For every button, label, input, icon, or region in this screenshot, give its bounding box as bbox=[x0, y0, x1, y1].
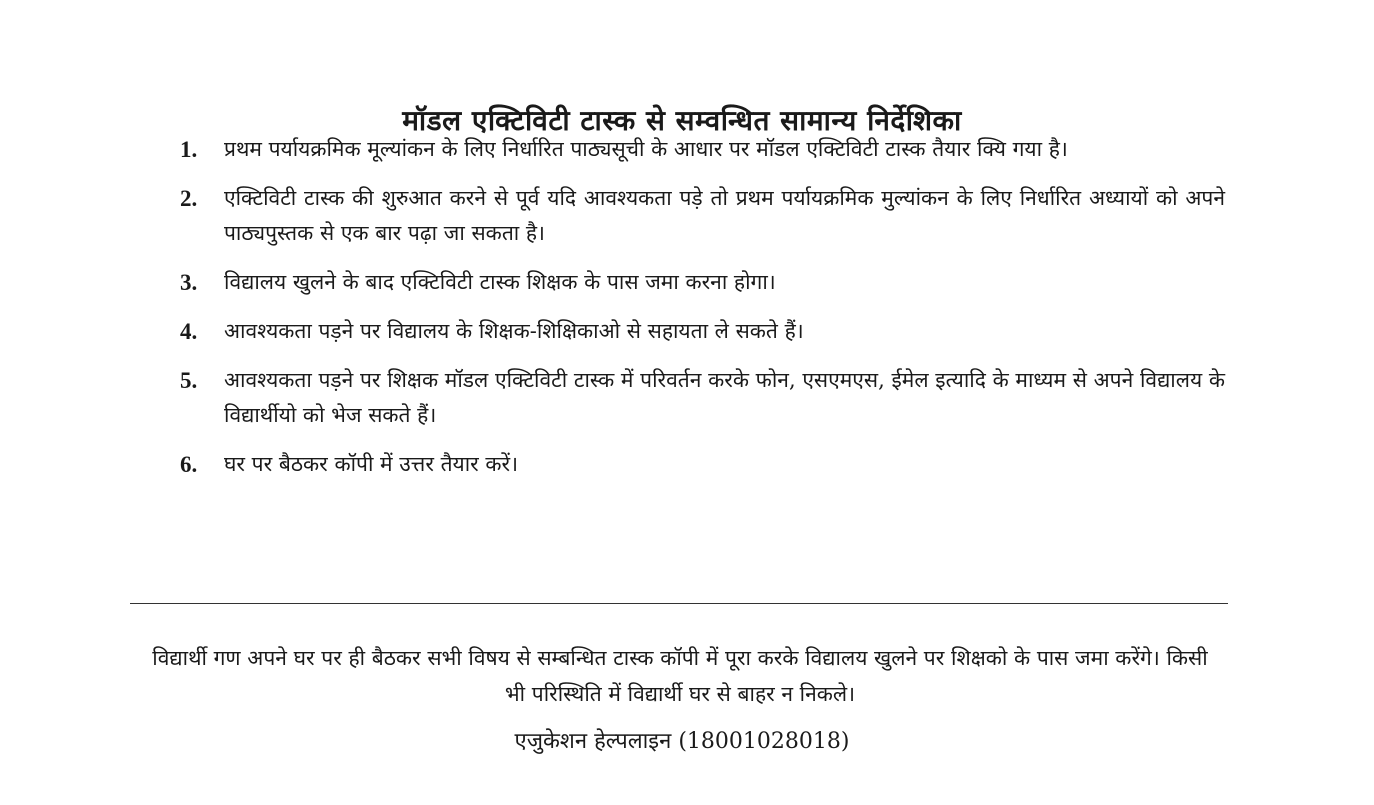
page-title: मॉडल एक्टिविटी टास्क से सम्वन्धित सामान्य निर्देशिका bbox=[402, 103, 962, 137]
guideline-number: 2. bbox=[180, 186, 198, 211]
guideline-item bbox=[180, 132, 1225, 167]
guideline-item bbox=[180, 314, 1225, 349]
guideline-item bbox=[180, 181, 1225, 251]
guideline-number: 6. bbox=[180, 452, 198, 477]
guideline-number: 3. bbox=[180, 270, 198, 295]
guideline-text: आवश्यकता पड़ने पर शिक्षक मॉडल एक्टिविटी टास्क में परिवर्तन करके फोन, एसएमएस, ईमेल इत्यादि के माध्यम से अपने विद्यालय के विद्यार्थीयो को भेज सकते हैं। bbox=[224, 368, 1225, 427]
guideline-text: एक्टिविटी टास्क की शुरुआत करने से पूर्व यदि आवश्यकता पड़े तो प्रथम पर्यायक्रमिक मुल्यांकन के लिए निर्धारित अध्यायों को अपने पाठ्यपुस्तक से एक बार पढ़ा जा सकता है। bbox=[224, 186, 1225, 245]
student-notice: विद्यार्थी गण अपने घर पर ही बैठकर सभी विषय से सम्बन्धित टास्क कॉपी में पूरा करके विद्यालय खुलने पर शिक्षको के पास जमा करेंगे। किसी भी परिस्थिति में विद्यार्थी घर से बाहर न निकले। bbox=[152, 646, 1208, 706]
guideline-number: 5. bbox=[180, 368, 198, 393]
guideline-number: 4. bbox=[180, 319, 198, 344]
section-divider bbox=[130, 603, 1228, 604]
guideline-text: प्रथम पर्यायक्रमिक मूल्यांकन के लिए निर्धारित पाठ्यसूची के आधार पर मॉडल एक्टिविटी टास्क तैयार क्यि गया है। bbox=[224, 137, 1068, 161]
guideline-item bbox=[180, 265, 1225, 300]
guideline-text: आवश्यकता पड़ने पर विद्यालय के शिक्षक-शिक्षिकाओ से सहायता ले सकते हैं। bbox=[224, 319, 804, 343]
guideline-text: घर पर बैठकर कॉपी में उत्तर तैयार करें। bbox=[224, 452, 519, 476]
guideline-item bbox=[180, 447, 1225, 482]
guideline-number: 1. bbox=[180, 137, 198, 162]
education-helpline: एजुकेशन हेल्पलाइन (18001028018) bbox=[514, 729, 850, 754]
guideline-text: विद्यालय खुलने के बाद एक्टिविटी टास्क शिक्षक के पास जमा करना होगा। bbox=[224, 270, 776, 294]
guidelines-list bbox=[180, 132, 1225, 496]
guideline-item bbox=[180, 363, 1225, 433]
